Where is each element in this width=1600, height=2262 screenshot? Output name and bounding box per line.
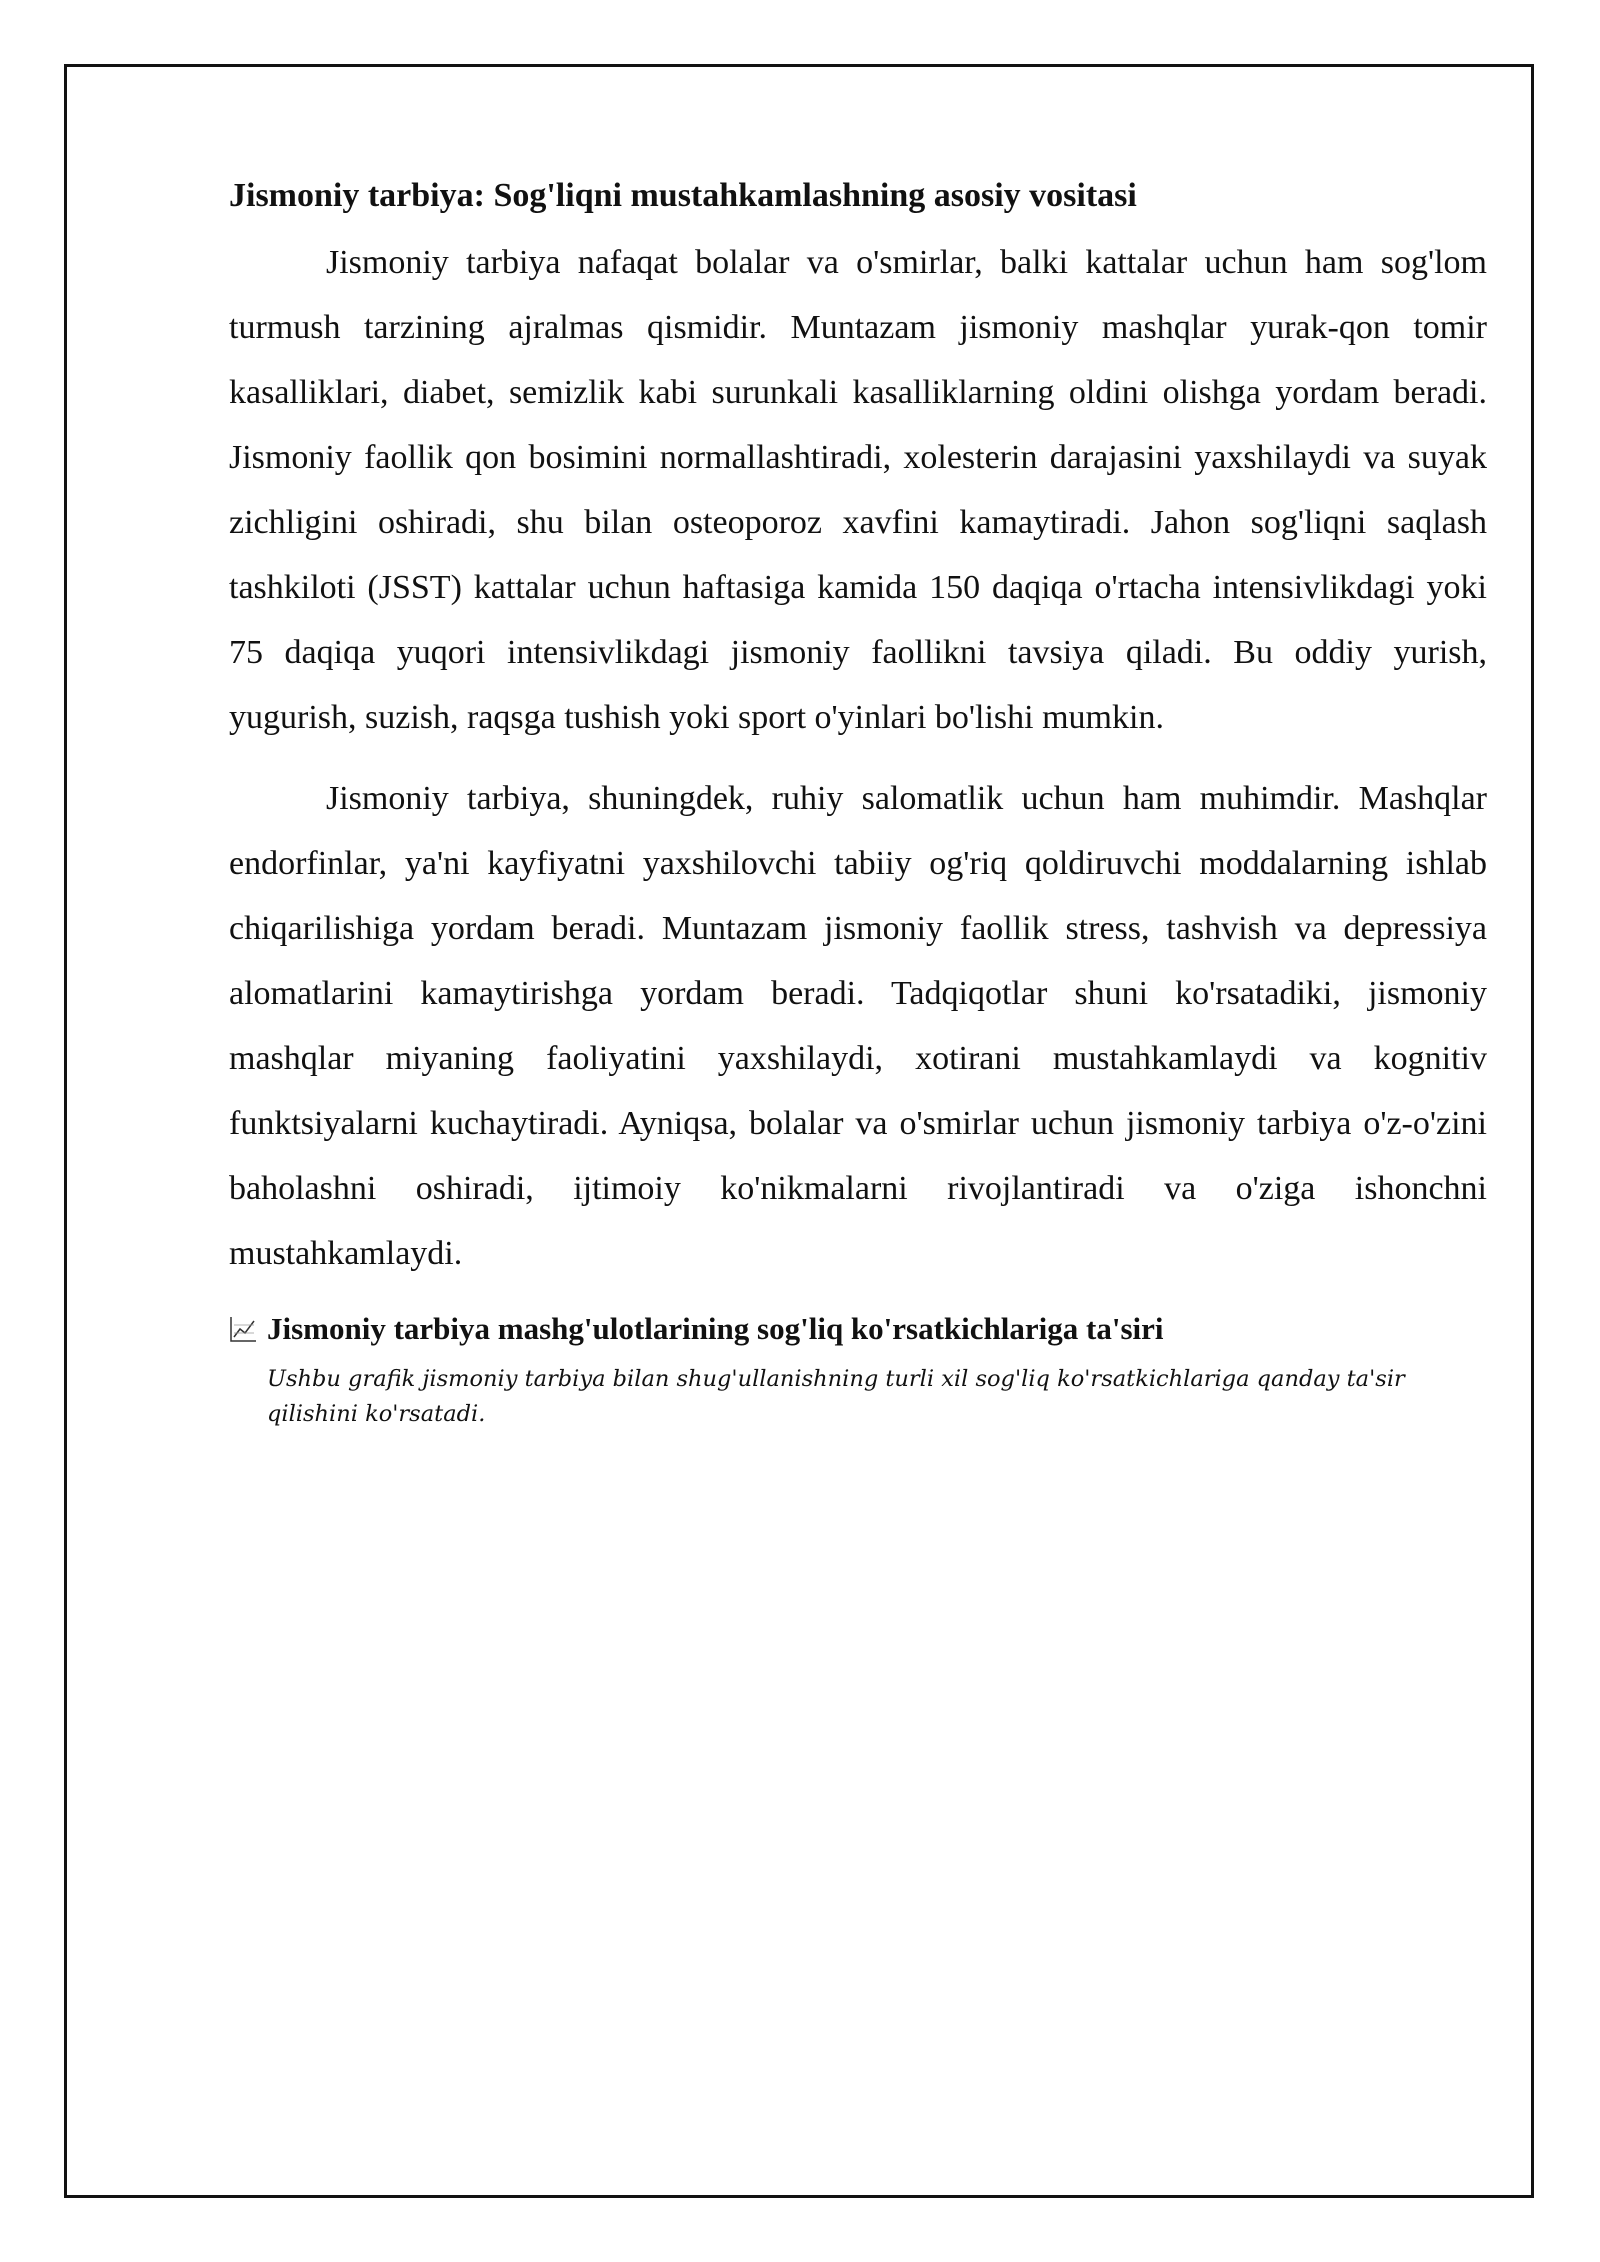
chart-increasing-icon (229, 1315, 257, 1343)
body-paragraph-2: Jismoniy tarbiya, shuningdek, ruhiy salomatlik uchun ham muhimdir. Mashqlar endorfinlar, ya'ni kayfiyatni yaxshilovchi tabiiy og'riq qoldiruvchi moddalarning ishlab chiqarilishiga yordam beradi. Muntazam jismoniy faollik stress, tashvish va depressiya alomatlarini kamaytirishga yordam beradi. Tadqiqotlar shuni ko'rsatadiki, jismoniy mashqlar miyaning faoliyatini yaxshilaydi, xotirani mustahkamlaydi va kognitiv funktsiyalarni kuchaytiradi. Ayniqsa, bolalar va o'smirlar uchun jismoniy tarbiya o'z-o'zini baholashni oshiradi, ijtimoiy ko'nikmalarni rivojlantiradi va o'ziga ishonchni mustahkamlaydi. (229, 780, 1487, 1272)
document-body (229, 172, 1487, 1432)
figure-block (229, 1306, 1487, 1432)
document-title: Jismoniy tarbiya: Sog'liqni mustahkamlashning asosiy vositasi (229, 177, 1137, 214)
body-paragraph-1: Jismoniy tarbiya nafaqat bolalar va o'smirlar, balki kattalar uchun ham sog'lom turmush tarzining ajralmas qismidir. Muntazam jismoniy mashqlar yurak-qon tomir kasalliklari, diabet, semizlik kabi surunkali kasalliklarning oldini olishga yordam beradi. Jismoniy faollik qon bosimini normallashtiradi, xolesterin darajasini yaxshilaydi va suyak zichligini oshiradi, shu bilan osteoporoz xavfini kamaytiradi. Jahon sog'liqni saqlash tashkiloti (JSST) kattalar uchun haftasiga kamida 150 daqiqa o'rtacha intensivlikdagi yoki 75 daqiqa yuqori intensivlikdagi jismoniy faollikni tavsiya qiladi. Bu oddiy yurish, yugurish, suzish, raqsga tushish yoki sport o'yinlari bo'lishi mumkin. (229, 244, 1487, 736)
figure-title: Jismoniy tarbiya mashg'ulotlarining sog'liq ko'rsatkichlariga ta'siri (267, 1311, 1164, 1346)
figure-caption: Ushbu grafik jismoniy tarbiya bilan shug'ullanishning turli xil sog'liq ko'rsatkichlariga qanday ta'sir qilishini ko'rsatadi. (267, 1366, 1405, 1427)
figure-title-row (229, 1306, 1487, 1352)
